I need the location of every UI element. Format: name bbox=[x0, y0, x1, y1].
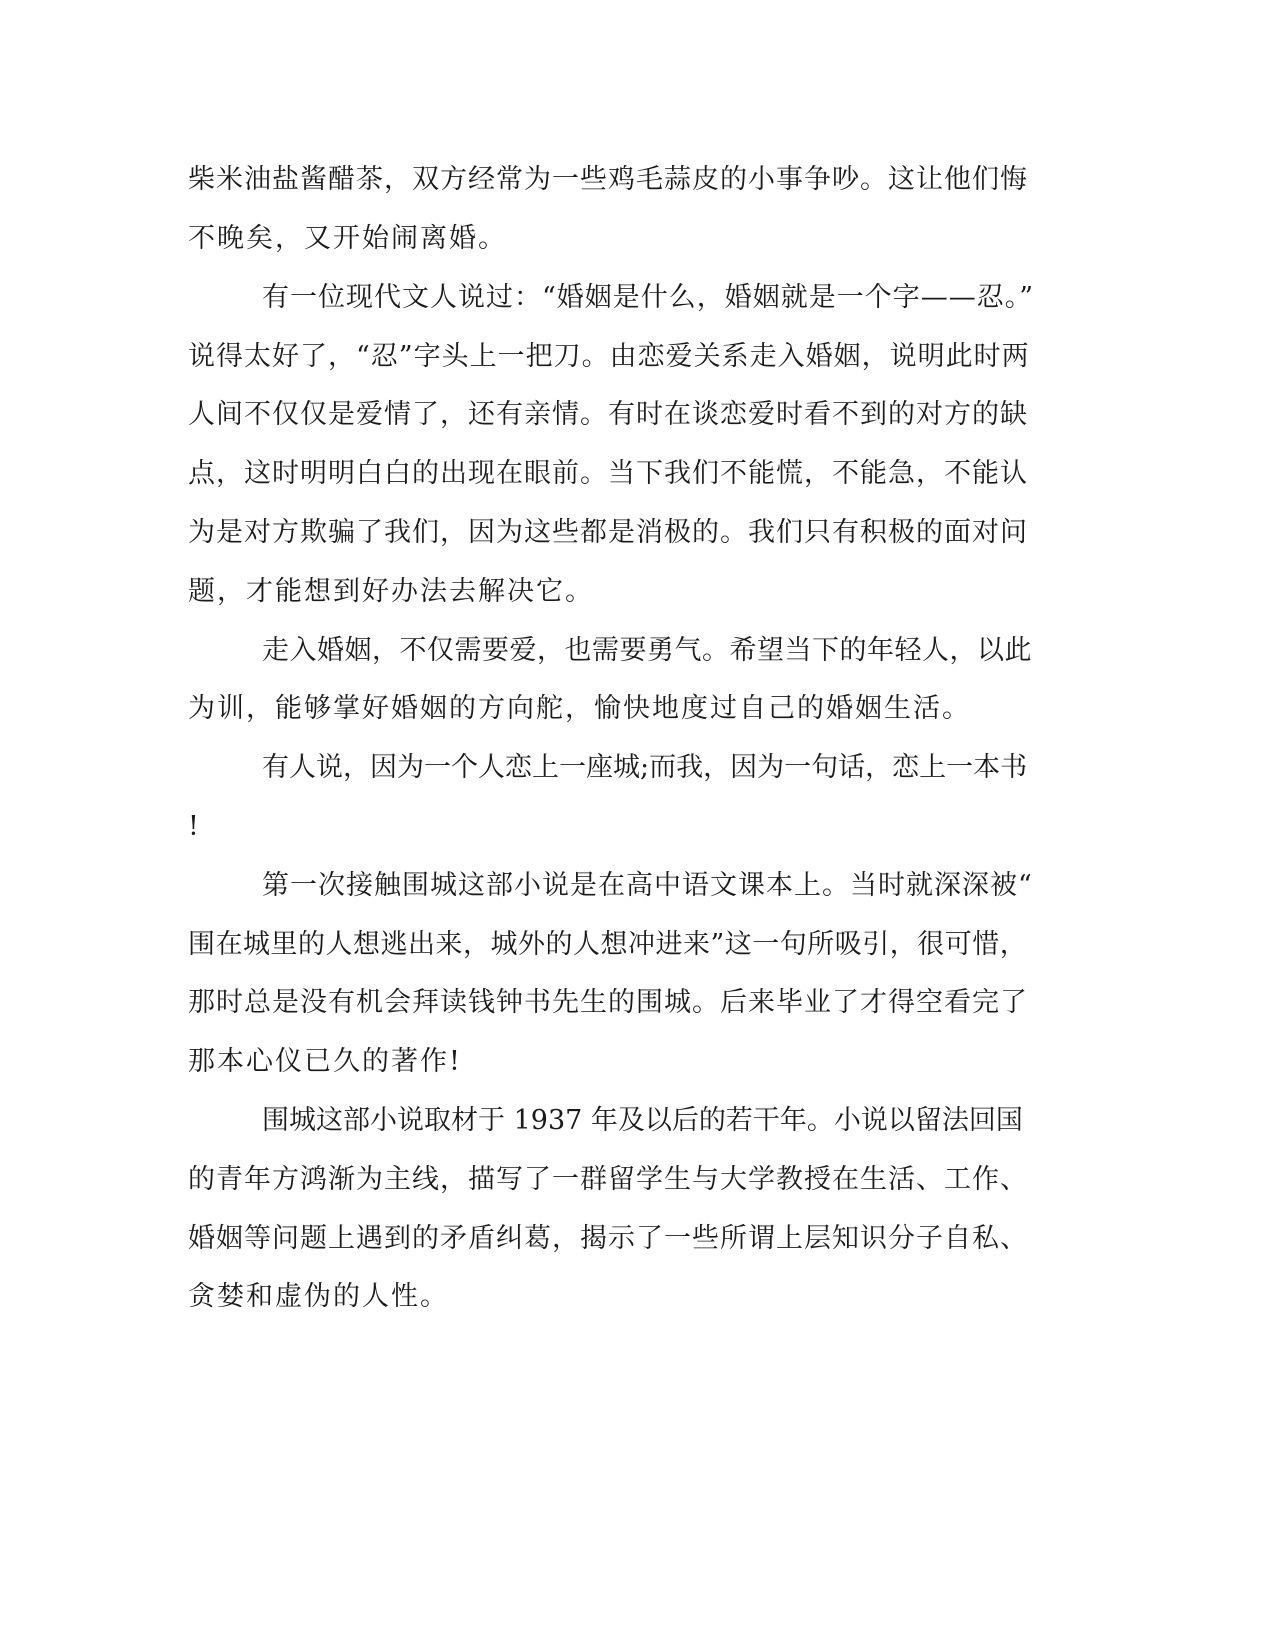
text-line: 题，才能想到好办法去解决它。 bbox=[188, 576, 594, 607]
paragraph-start-line: 有一位现代文人说过：“婚姻是什么，婚姻就是一个字——忍。” bbox=[262, 282, 1035, 313]
text-line: 那本心仪已久的著作! bbox=[188, 1046, 462, 1077]
text-line: 柴米油盐酱醋茶，双方经常为一些鸡毛蒜皮的小事争吵。这让他们悔 bbox=[188, 164, 1028, 195]
paragraph-start-line: 第一次接触围城这部小说是在高中语文课本上。当时就深深被“ bbox=[262, 870, 1033, 901]
text-line: ! bbox=[188, 811, 201, 842]
text-line: 为训，能够掌好婚姻的方向舵，愉快地度过自己的婚姻生活。 bbox=[188, 693, 971, 724]
text-line: 点，这时明明白白的出现在眼前。当下我们不能慌，不能急，不能认 bbox=[188, 458, 1028, 489]
paragraph-start-line: 围城这部小说取材于 1937 年及以后的若干年。小说以留法回国 bbox=[262, 1105, 1023, 1136]
text-line: 围在城里的人想逃出来，城外的人想冲进来”这一句所吸引，很可惜， bbox=[188, 929, 1028, 960]
text-line: 婚姻等问题上遇到的矛盾纠葛，揭示了一些所谓上层知识分子自私、 bbox=[188, 1223, 1028, 1254]
text-line: 那时总是没有机会拜读钱钟书先生的围城。后来毕业了才得空看完了 bbox=[188, 987, 1028, 1018]
text-line: 不晚矣，又开始闹离婚。 bbox=[188, 223, 507, 254]
text-line: 为是对方欺骗了我们，因为这些都是消极的。我们只有积极的面对问 bbox=[188, 517, 1028, 548]
text-line: 人间不仅仅是爱情了，还有亲情。有时在谈恋爱时看不到的对方的缺 bbox=[188, 399, 1028, 430]
text-line: 的青年方鸿渐为主线，描写了一群留学生与大学教授在生活、工作、 bbox=[188, 1164, 1028, 1195]
paragraph-start-line: 走入婚姻，不仅需要爱，也需要勇气。希望当下的年轻人，以此 bbox=[262, 635, 1032, 666]
text-line: 贪婪和虚伪的人性。 bbox=[188, 1281, 449, 1312]
text-line: 说得太好了，“忍”字头上一把刀。由恋爱关系走入婚姻，说明此时两 bbox=[188, 341, 1030, 372]
paragraph-start-line: 有人说，因为一个人恋上一座城;而我，因为一句话，恋上一本书 bbox=[262, 752, 1028, 783]
